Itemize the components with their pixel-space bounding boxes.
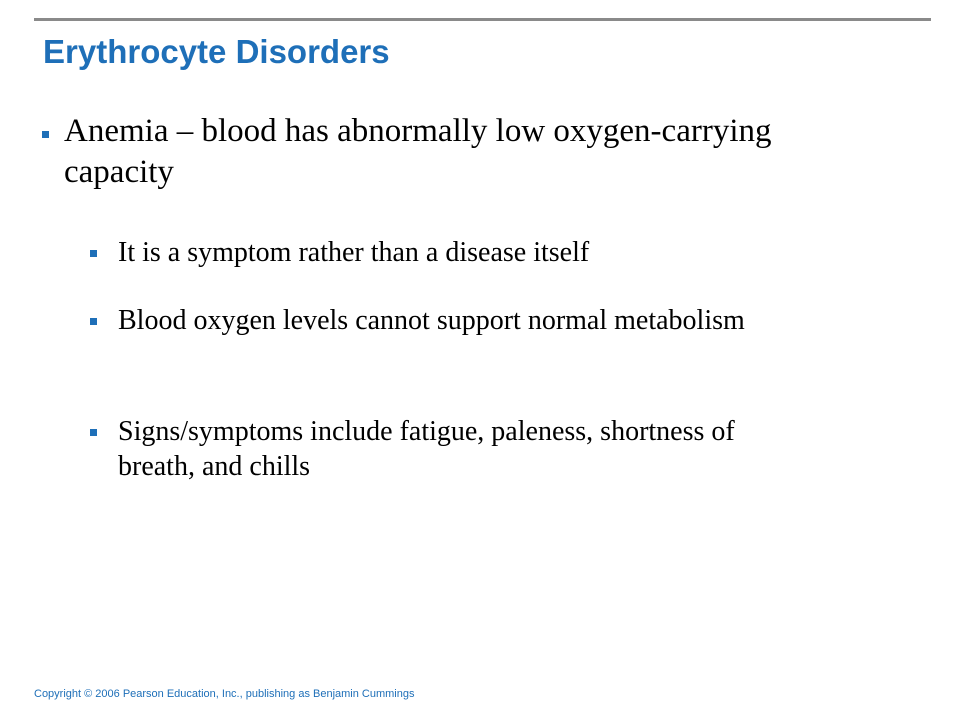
square-bullet-icon [90, 250, 97, 257]
sub-bullet-oxygen-levels: Blood oxygen levels cannot support normal metabolism [118, 305, 745, 336]
square-bullet-icon [90, 318, 97, 325]
bullet-anemia: Anemia – blood has abnormally low oxygen-carrying capacity [64, 113, 772, 190]
copyright-footer: Copyright © 2006 Pearson Education, Inc., publishing as Benjamin Cummings [34, 688, 415, 700]
sub-bullet-symptom: It is a symptom rather than a disease itself [118, 237, 590, 268]
square-bullet-icon [42, 131, 49, 138]
square-bullet-icon [90, 429, 97, 436]
slide-title: Erythrocyte Disorders [43, 33, 390, 70]
top-divider-line [34, 18, 931, 21]
sub-bullet-signs-symptoms: Signs/symptoms include fatigue, paleness, shortness of breath, and chills [118, 416, 735, 482]
